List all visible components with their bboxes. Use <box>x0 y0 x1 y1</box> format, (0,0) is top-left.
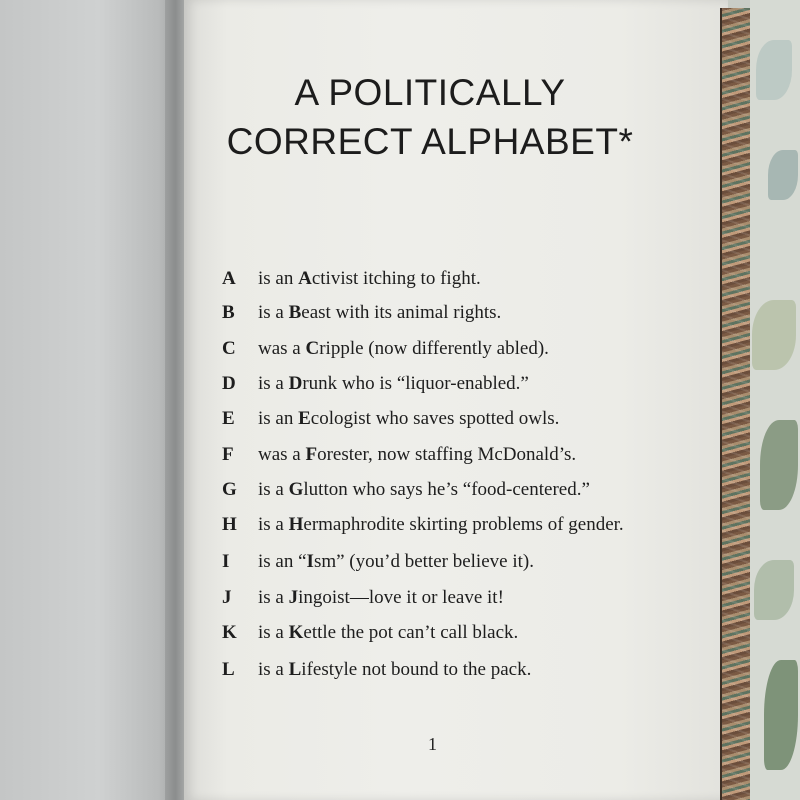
entry-bold-initial: C <box>305 338 320 359</box>
entry-letter: A <box>222 268 236 289</box>
entry-text-rest: lutton who says he’s “food-centered.” <box>303 479 590 500</box>
entry-bold-initial: D <box>288 373 303 394</box>
entry-text-prefix: is an <box>258 268 299 289</box>
entry-text-prefix: is an <box>258 408 299 429</box>
entry-letter: C <box>222 338 236 359</box>
alphabet-entry <box>222 587 504 609</box>
entry-text-prefix: is a <box>258 373 289 394</box>
page-title-line2: CORRECT ALPHABET* <box>226 121 634 162</box>
entry-text-rest: ifestyle not bound to the pack. <box>301 659 532 680</box>
entry-bold-initial: J <box>288 587 299 608</box>
entry-bold-initial: E <box>298 408 311 429</box>
alphabet-entry <box>222 373 529 395</box>
entry-text-rest: cologist who saves spotted owls. <box>310 408 560 429</box>
page-title-line1: A POLITICALLY <box>294 72 566 113</box>
entry-bold-initial: H <box>288 514 304 535</box>
entry-letter: J <box>222 587 232 608</box>
entry-text-rest: orester, now staffing McDonald’s. <box>317 444 577 465</box>
entry-letter: D <box>222 373 236 394</box>
entry-letter: K <box>222 622 237 643</box>
entry-bold-initial: F <box>305 444 318 465</box>
entry-bold-initial: K <box>288 622 304 643</box>
entry-bold-initial: L <box>288 659 302 680</box>
alphabet-entry <box>222 551 534 573</box>
entry-text-prefix: is a <box>258 659 289 680</box>
alphabet-entry <box>222 514 624 536</box>
entry-text-prefix: is a <box>258 302 289 323</box>
entry-bold-initial: A <box>298 268 312 289</box>
entry-text-prefix: is a <box>258 479 289 500</box>
entry-text-rest: sm” (you’d better believe it). <box>313 551 534 572</box>
alphabet-entry <box>222 338 549 360</box>
page-number: 1 <box>428 734 437 754</box>
alphabet-entry <box>222 408 559 430</box>
floral-fabric-background <box>750 0 800 800</box>
entry-text-rest: ermaphrodite skirting problems of gender. <box>303 514 624 535</box>
entry-text-prefix: is a <box>258 622 289 643</box>
entry-letter: E <box>222 408 235 429</box>
alphabet-entry <box>222 622 518 644</box>
entry-text-prefix: was a <box>258 444 306 465</box>
entry-text-rest: runk who is “liquor-enabled.” <box>302 373 529 394</box>
entry-letter: F <box>222 444 234 465</box>
entry-text-rest: ripple (now differently abled). <box>319 338 549 359</box>
entry-bold-initial: I <box>306 551 314 572</box>
entry-text-rest: east with its animal rights. <box>301 302 502 323</box>
entry-text-prefix: is an “ <box>258 551 307 572</box>
left-page <box>0 0 180 800</box>
marbled-cover-edge <box>720 8 752 800</box>
entry-letter: I <box>222 551 230 572</box>
entry-text-prefix: was a <box>258 338 306 359</box>
alphabet-entry <box>222 444 576 466</box>
entry-text-prefix: is a <box>258 514 289 535</box>
entry-text-rest: ettle the pot can’t call black. <box>303 622 519 643</box>
alphabet-entry <box>222 659 531 681</box>
entry-text-rest: ingoist—love it or leave it! <box>298 587 504 608</box>
entry-letter: H <box>222 514 237 535</box>
entry-text-rest: ctivist itching to fight. <box>311 268 481 289</box>
entry-bold-initial: B <box>288 302 302 323</box>
entry-letter: L <box>222 659 235 680</box>
entry-letter: G <box>222 479 237 500</box>
entry-text-prefix: is a <box>258 587 289 608</box>
alphabet-entry <box>222 268 481 290</box>
entry-bold-initial: G <box>288 479 304 500</box>
alphabet-entry <box>222 302 501 324</box>
alphabet-entry <box>222 479 590 501</box>
entry-letter: B <box>222 302 235 323</box>
